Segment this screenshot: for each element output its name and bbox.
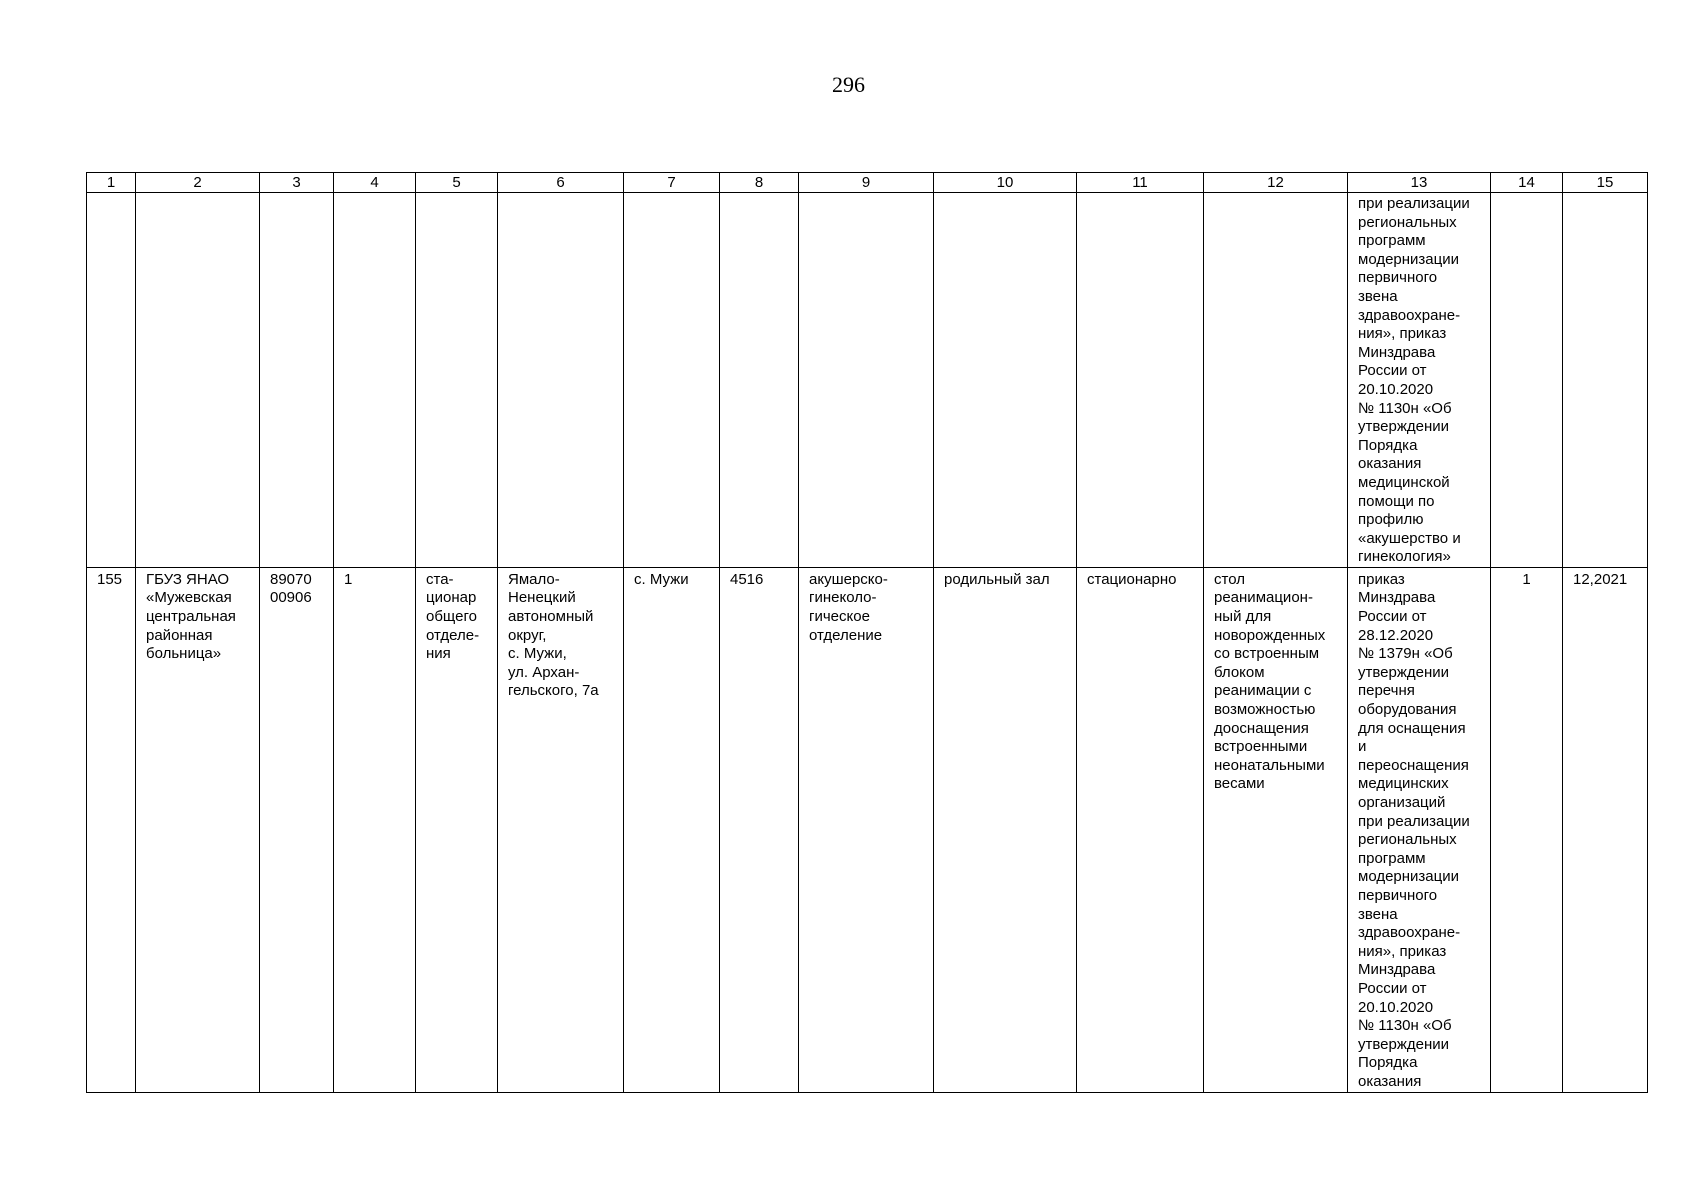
column-number-header: 12 [1204,173,1348,193]
table-cell [1077,193,1204,568]
organization-cell: ГБУЗ ЯНАО «Мужевская центральная районная больница» [136,567,260,1092]
column-number-header: 3 [260,173,334,193]
table-cell [1563,193,1648,568]
column-number-header: 2 [136,173,260,193]
room-cell: родильный зал [934,567,1077,1092]
table-cell [334,193,416,568]
table-cell [1491,193,1563,568]
table-cell [260,193,334,568]
table-cell [1204,193,1348,568]
department-cell: акушерско- гинеколо- гическое отделение [799,567,934,1092]
quantity-cell: 1 [1491,567,1563,1092]
care-mode-cell: стационарно [1077,567,1204,1092]
column-number-header: 8 [720,173,799,193]
table-cell: 1 [334,567,416,1092]
table-cell [87,193,136,568]
table-cell [799,193,934,568]
document-table [86,172,1648,1093]
table-cell [720,193,799,568]
unit-type-cell: ста- ционар общего отделе- ния [416,567,498,1092]
column-number-header: 7 [624,173,720,193]
code-cell: 89070 00906 [260,567,334,1092]
column-number-header: 11 [1077,173,1204,193]
table-cell [624,193,720,568]
legal-basis-cell: при реализации региональных программ модернизации первичного звена здравоохране- ния», приказ Минздрава России от 20.10.2020 № 1130н «Об утверждении Порядка оказания медицинской помощи по профилю «акушерство и гинекология» [1348,193,1491,568]
column-number-header: 5 [416,173,498,193]
locality-cell: с. Мужи [624,567,720,1092]
address-cell: Ямало- Ненецкий автономный округ, с. Мужи, ул. Архан- гельского, 7а [498,567,624,1092]
column-number-header: 10 [934,173,1077,193]
column-number-header: 9 [799,173,934,193]
column-number-header: 4 [334,173,416,193]
row-number-cell: 155 [87,567,136,1092]
page-number: 296 [832,72,865,97]
table-row-155 [87,567,1648,1092]
table-cell [934,193,1077,568]
table-cell: 4516 [720,567,799,1092]
column-number-row [87,173,1648,193]
column-number-header: 13 [1348,173,1491,193]
column-number-header: 14 [1491,173,1563,193]
column-number-header: 1 [87,173,136,193]
table-row-continuation [87,193,1648,568]
legal-basis-cell: приказ Минздрава России от 28.12.2020 № 1379н «Об утверждении перечня оборудования для оснащения и переоснащения медицинских организаций при реализации региональных программ модернизации первичного звена здравоохране- ния», приказ Минздрава России от 20.10.2020 № 1130н «Об утверждении Порядка оказания [1348,567,1491,1092]
equipment-cell: стол реанимацион- ный для новорожденных со встроенным блоком реанимации с возможностью дооснащения встроенными неонатальными весами [1204,567,1348,1092]
table-cell [498,193,624,568]
column-number-header: 15 [1563,173,1648,193]
date-cell: 12,2021 [1563,567,1648,1092]
column-number-header: 6 [498,173,624,193]
table-cell [416,193,498,568]
table-cell [136,193,260,568]
